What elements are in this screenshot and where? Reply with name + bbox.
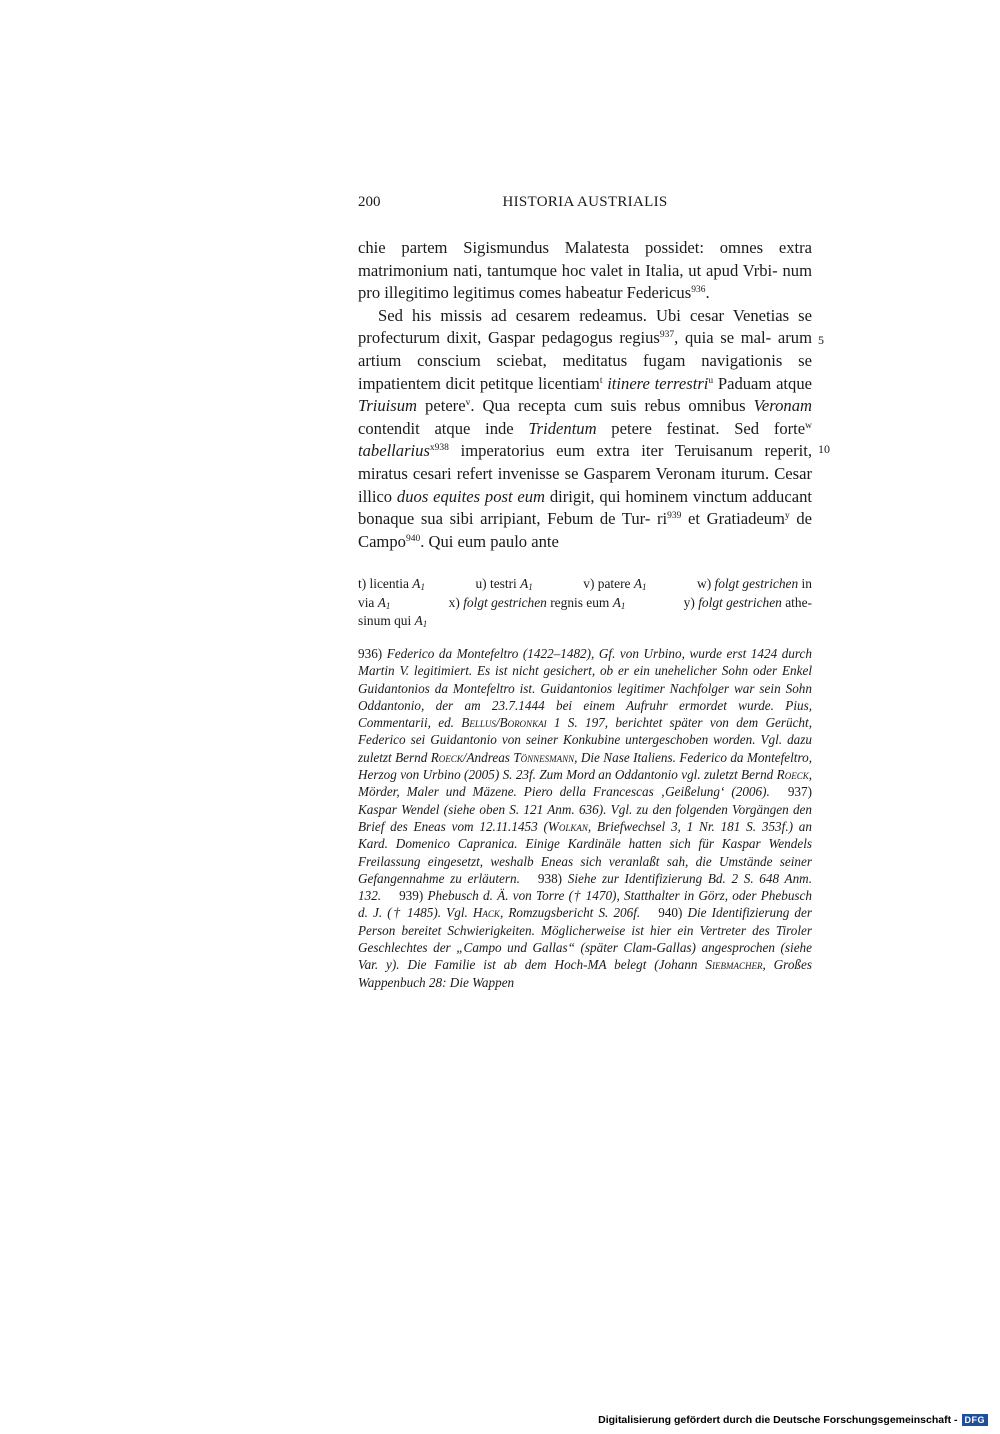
- text-line: Paduam: [713, 373, 772, 393]
- note-number-939: 939): [399, 888, 424, 904]
- footnote-ref-939: 939: [667, 511, 682, 522]
- author-name: Bellus/Boronkai: [461, 715, 547, 731]
- text-line: petere: [417, 396, 466, 416]
- variant-row: [358, 575, 812, 594]
- text-line: . Qua recepta cum suis rebus omnibus: [470, 396, 746, 416]
- note-number-938: 938): [537, 870, 563, 886]
- page-number: 200: [358, 194, 381, 210]
- author-name: Roeck: [430, 749, 463, 765]
- variant-x: x) folgt gestrichen regnis eum $A_1$: [448, 594, 626, 611]
- text-line: Sed his missis ad cesarem redeamus. Ubi cesar Venetias se: [378, 305, 812, 325]
- note-text: , Die Nase Italiens. Federico da Montefeltro, Herzog von Urbino (2005) S. 23f. Zum Mord an Oddantonio vgl. zuletzt Bernd: [358, 749, 812, 783]
- note-text: Kaspar Wendel (siehe oben S. 121 Anm. 636). Vgl. zu den folgenden Vorgängen den Brief des Eneas vom 12.11.1453 (: [358, 801, 812, 834]
- text-line: ri: [657, 509, 668, 529]
- text-line: iturum. Cesar illico: [358, 463, 813, 506]
- text-line: , quia se mal-: [674, 328, 772, 348]
- text-line: petere festinat. Sed: [596, 418, 760, 438]
- text-line: matrimonium nati, tantumque hoc valet in Italia, ut apud Vrbi-: [358, 260, 778, 280]
- note-text: , Großes Wappenbuch 28: Die Wappen: [358, 957, 812, 990]
- variant-ref-u: u: [708, 375, 714, 386]
- variant-ref-v: v: [465, 398, 471, 409]
- italic-text: tabellarius: [358, 441, 430, 461]
- italic-text: itinere terrestri: [607, 373, 709, 393]
- author-name: Wolkan: [547, 818, 588, 834]
- note-text: , Romzugsbericht S. 206f.: [499, 905, 641, 921]
- note-text: Phebusch d. Ä. von Torre († 1470), Statthalter in Görz, oder Phebusch d. J. († 1485). Vgl.: [358, 888, 812, 921]
- variant-ref-w: w: [805, 420, 813, 431]
- footnote-ref-936: 936: [691, 285, 706, 296]
- text-line: impatientem dicit petitque licentiam: [358, 373, 600, 393]
- note-text: Federico da Montefeltro (1422–1482), Gf. von Urbino, wurde erst 1424 durch Martin V. legitimiert. Es ist nicht gesichert, ob er ein unehelicher Sohn oder Enkel Guidantonios da Montefeltro ist. Guidantonios legitimer Nachfolger war sein Sohn Oddantonio, der am 23.7.1444 bei einem Aufruhr ermordet wurde. Pius, Commentarii, ed.: [358, 646, 812, 731]
- variant-apparatus: [358, 575, 812, 631]
- text-line: contendit atque inde: [358, 418, 529, 438]
- variant-ref-y: y: [784, 511, 790, 522]
- note-number-936: 936): [358, 646, 383, 661]
- author-name: Siebmacher: [705, 957, 763, 973]
- note-text: , Briefwechsel 3, 1 Nr. 181 S. 353f.) an Kard. Domenico Capranica. Einige Kardinäle hatten sich für Kaspar Wendels Freilassung eingesetzt, weshalb Eneas sich veranlaßt sah, die Umstände seiner Gefangennahme zu erläutern.: [358, 818, 812, 886]
- footnote-ref-940: 940: [405, 533, 421, 544]
- paragraph-2: [358, 305, 812, 554]
- variant-ref-x-938: x938: [429, 443, 449, 454]
- italic-text: Triuisum: [358, 396, 418, 416]
- text-line: atque: [776, 373, 812, 393]
- main-text: [358, 237, 812, 553]
- author-name: Hack: [472, 905, 500, 921]
- text-line: de Campo: [358, 509, 812, 551]
- author-name: Roeck: [776, 767, 809, 783]
- variant-v: v) patere $A_1$: [583, 576, 647, 592]
- note-text: Siehe zur Identifizierung Bd. 2 S. 648 Anm. 132.: [358, 870, 812, 904]
- variant-w: w) folgt gestrichen in: [697, 576, 812, 591]
- variant-w-cont: via $A_1$: [358, 594, 391, 611]
- note-number-940: 940): [658, 905, 683, 921]
- text-line: profecturum dixit, Gaspar pedagogus regius: [358, 328, 660, 348]
- commentary-notes: [358, 645, 812, 991]
- text-line: arum artium conscium sciebat, meditatus fugam navigationis se: [358, 328, 812, 370]
- text-line: chie partem Sigismundus Malatesta possidet: omnes extra: [358, 238, 812, 257]
- note-text: 1 S. 197, berichtet später von dem Gerücht, Federico sei Guidantonio von seiner Konkubine untergeschoben worden. Vgl. dazu zuletzt Bernd: [358, 715, 812, 765]
- variant-row: [358, 612, 812, 631]
- variant-row: [358, 594, 812, 613]
- paragraph-1: [358, 237, 812, 305]
- credit-text: Digitalisierung gefördert durch die Deutsche Forschungsgemeinschaft -: [598, 1414, 958, 1426]
- line-number-10: 10: [818, 442, 830, 456]
- text-line: forte: [773, 418, 806, 438]
- text-line: num pro illegitimo legitimus comes habeatur Federicus: [358, 260, 812, 303]
- footnote-ref-937: 937: [659, 330, 675, 341]
- italic-text: Tridentum: [528, 418, 597, 438]
- text-line: dirigit, qui hominem: [545, 486, 689, 506]
- variant-u: u) testri $A_1$: [475, 576, 533, 592]
- text-line: imperatorius eum extra iter Teruisanum: [448, 441, 753, 461]
- dfg-logo-icon: DFG: [962, 1414, 989, 1426]
- running-title: HISTORIA AUSTRIALIS: [502, 194, 668, 210]
- variant-y: y) folgt gestrichen athe-: [683, 594, 812, 610]
- text-line: reperit, miratus cesari refert invenisse se Gasparem Veronam: [358, 441, 812, 483]
- italic-text: duos equites post eum: [396, 486, 546, 506]
- note-text: Die Identifizierung der Person bereitet Schwierigkeiten. Möglicherweise ist hier ein Vertreter des Tiroler Geschlechtes der „Campo und Gallas“ (später Clam-Gallas) angesprochen (siehe Var. y). Die Familie ist ab dem Hoch-MA belegt (Johann: [358, 905, 812, 973]
- note-number-937: 937): [787, 784, 812, 800]
- page-header: [358, 192, 812, 216]
- text-line: et Gratiadeum: [681, 509, 785, 529]
- text-line: vinctum adducant bonaque sua sibi arripiant, Febum de Tur-: [358, 486, 812, 529]
- variant-ref-t: t: [599, 375, 603, 386]
- text-line: . Qui eum paulo ante: [420, 531, 559, 551]
- digitization-credit: [598, 1412, 988, 1428]
- line-number-5: 5: [818, 333, 824, 347]
- variant-y-cont: sinum qui $A_1$: [358, 613, 428, 629]
- variant-t: t) licentia $A_1$: [358, 576, 425, 592]
- note-text: /Andreas: [462, 749, 514, 765]
- italic-text: Veronam: [753, 396, 812, 416]
- author-name: Tönnesmann: [513, 749, 575, 765]
- note-text: , Mörder, Maler und Mäzene. Piero della Francescas ‚Geißelung‘ (2006).: [358, 767, 812, 800]
- text-line: .: [705, 283, 710, 303]
